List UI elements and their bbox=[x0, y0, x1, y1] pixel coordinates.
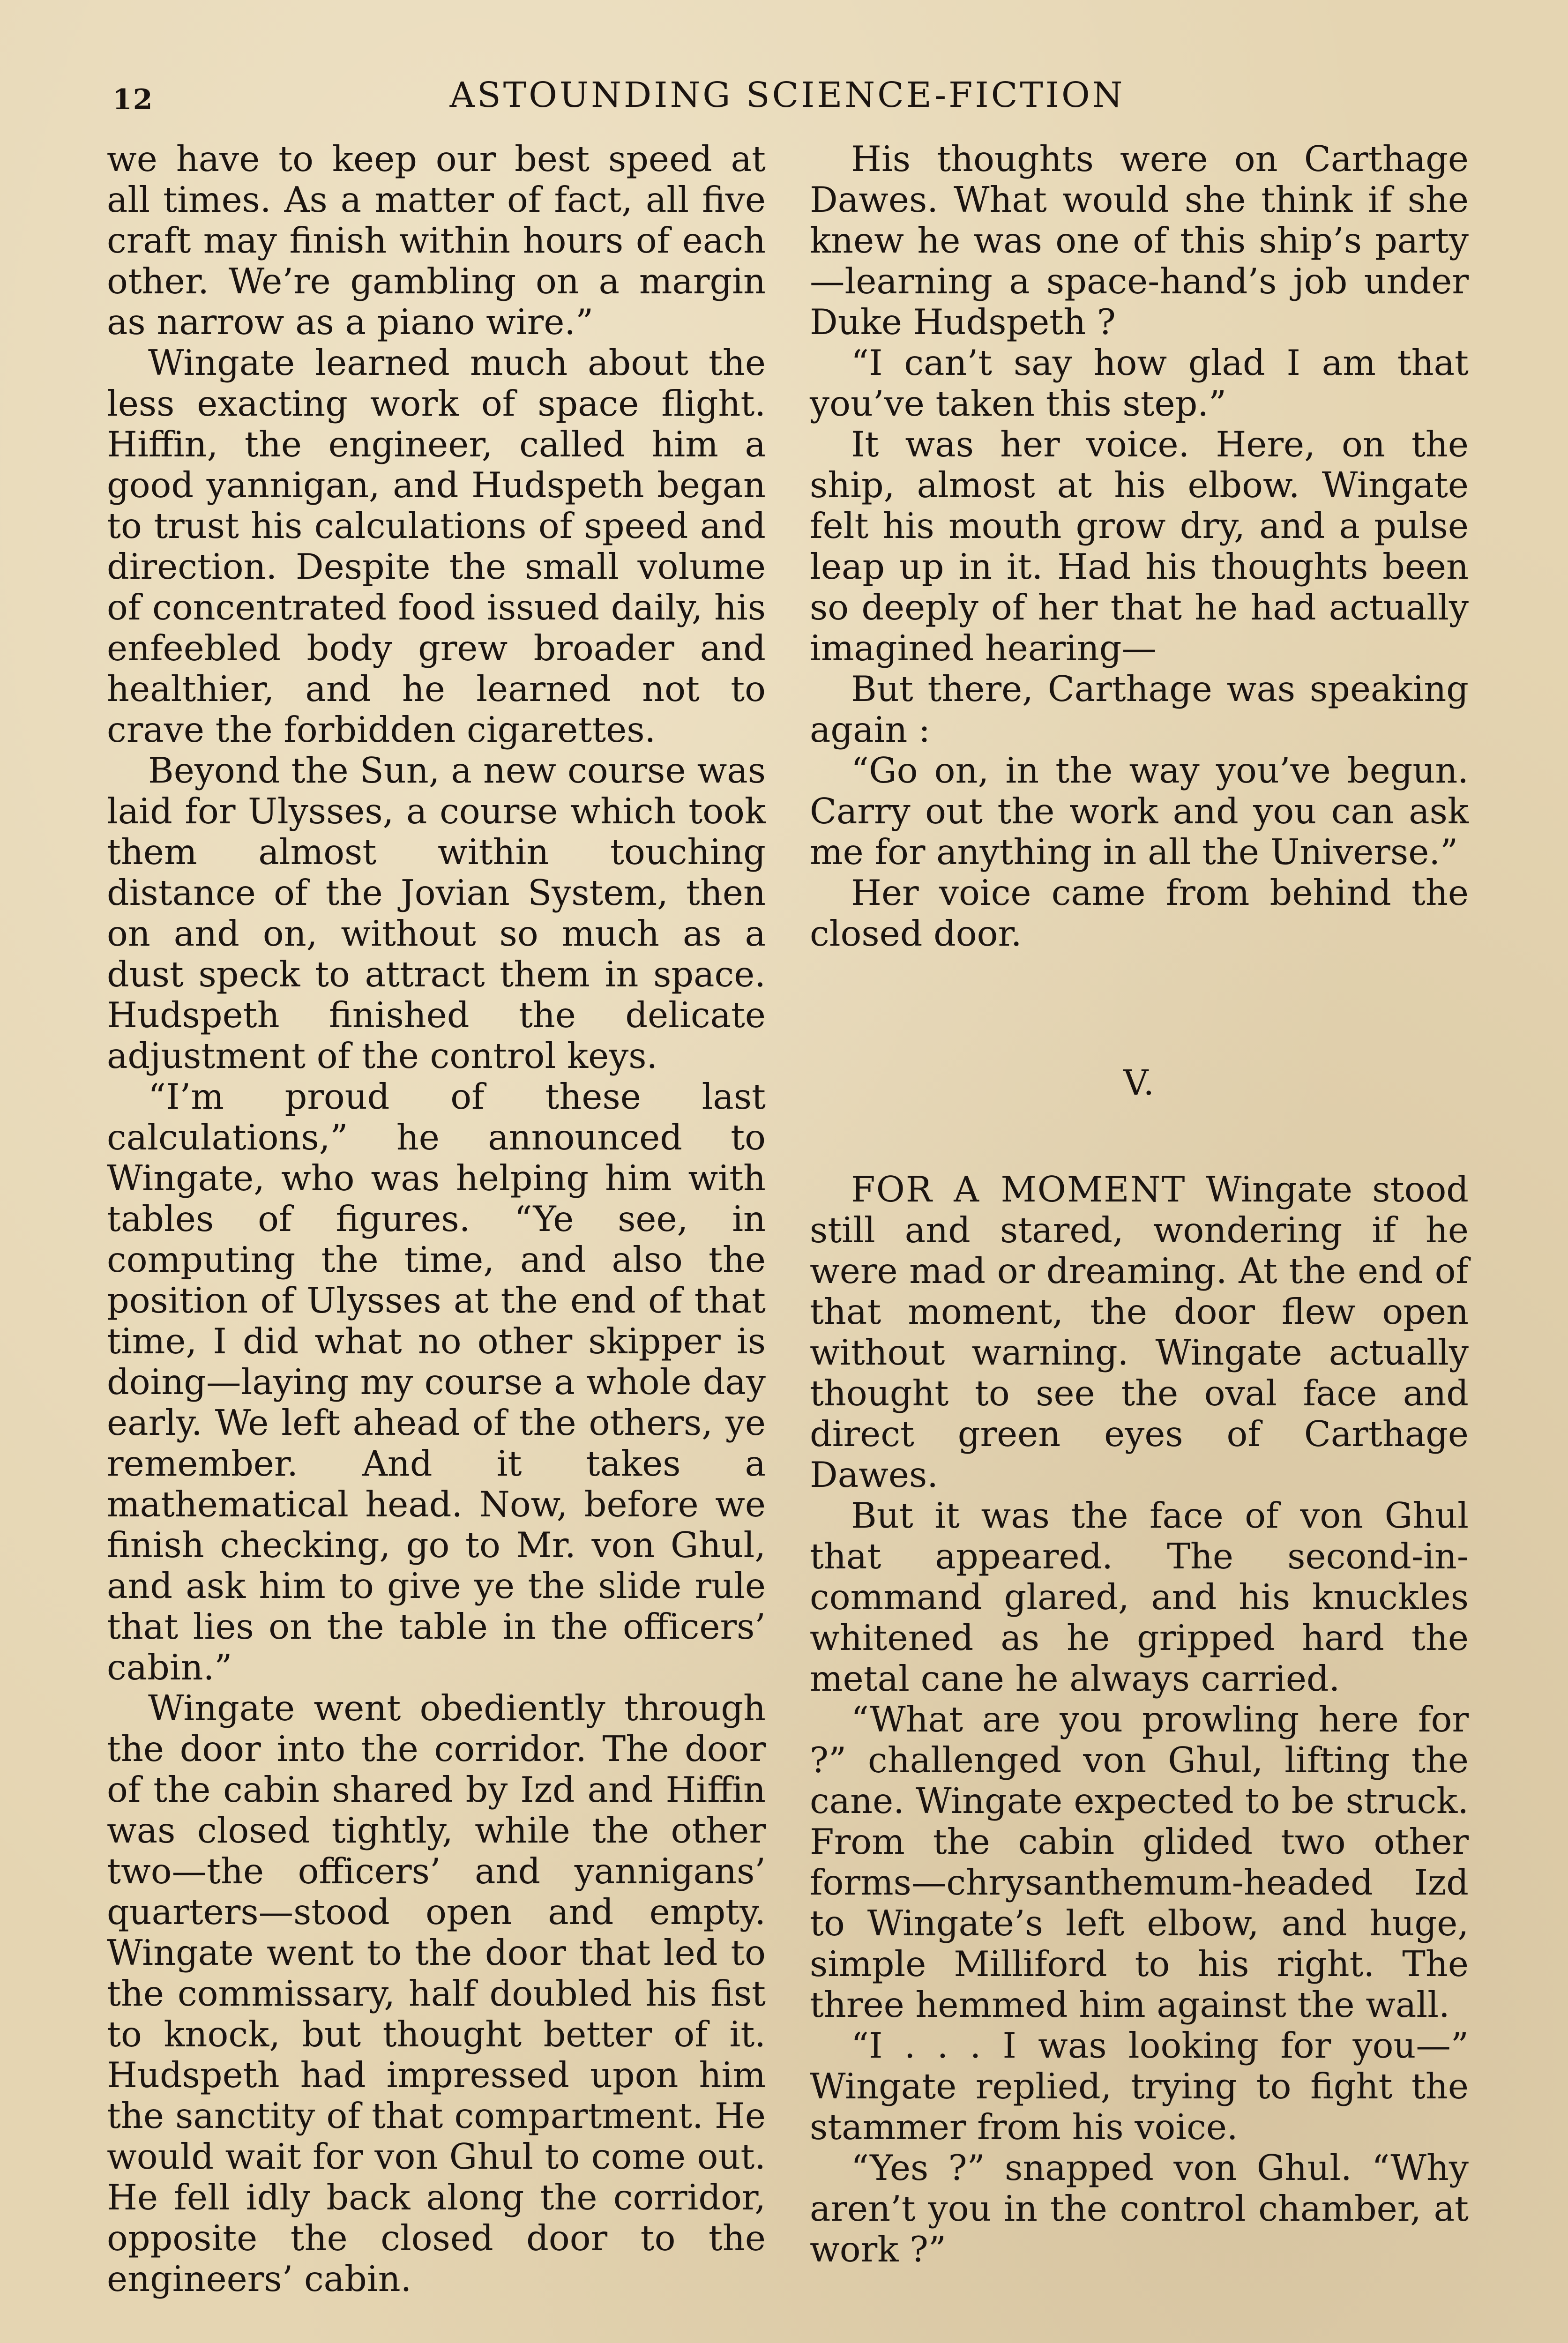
paragraph: Her voice came from behind the closed door. bbox=[810, 873, 1469, 954]
opening-rest: Wingate stood still and stared, wondering if he were mad or dreaming. At the end of that moment, the door flew open without warning. Wingate actually thought to see the oval face and direct green eyes of Carthage Dawes. bbox=[810, 1169, 1469, 1495]
paragraph: “What are you prowling here for ?” challenged von Ghul, lifting the cane. Wingate expected to be struck. From the cabin glided two other forms—chrysanthemum-headed Izd to Wingate’s left elbow, and huge, simple Milliford to his right. The three hemmed him against the wall. bbox=[810, 1699, 1469, 2025]
paragraph: But there, Carthage was speaking again : bbox=[810, 669, 1469, 750]
paragraph: Wingate went obediently through the door into the corridor. The door of the cabin shared by Izd and Hiffin was closed tightly, while the other two—the officers’ and yannigans’ quarters—stood open and empty. Wingate went to the door that led to the commissary, half doubled his fist to knock, but thought better of it. Hudspeth had impressed upon him the sanctity of that compartment. He would wait for von Ghul to come out. He fell idly back along the corridor, opposite the closed door to the engineers’ cabin. bbox=[107, 1688, 766, 2299]
section-number: V. bbox=[1123, 1063, 1156, 1103]
right-column bbox=[810, 139, 1469, 2270]
paragraph: “Yes ?” snapped von Ghul. “Why aren’t you in the control chamber, at work ?” bbox=[810, 2148, 1469, 2270]
paragraph: Beyond the Sun, a new course was laid for Ulysses, a course which took them almost within touching distance of the Jovian System, then on and on, without so much as a dust speck to attract them in space. Hudspeth finished the delicate adjustment of the control keys. bbox=[107, 750, 766, 1076]
opening-words: FOR A MOMENT bbox=[851, 1169, 1186, 1210]
left-column bbox=[107, 139, 766, 2299]
section-opening-paragraph bbox=[810, 1169, 1469, 1495]
paragraph: we have to keep our best speed at all times. As a matter of fact, all five craft may finish within hours of each other. We’re gambling on a margin as narrow as a piano wire.” bbox=[107, 139, 766, 343]
paragraph: “I . . . I was looking for you—” Wingate replied, trying to fight the stammer from his voice. bbox=[810, 2025, 1469, 2148]
paragraph: Wingate learned much about the less exacting work of space flight. Hiffin, the engineer, called him a good yannigan, and Hudspeth began to trust his calculations of speed and direction. Despite the small volume of concentrated food issued daily, his enfeebled body grew broader and healthier, and he learned not to crave the forbidden cigarettes. bbox=[107, 343, 766, 750]
page-header bbox=[112, 70, 1462, 122]
running-title: ASTOUNDING SCIENCE-FICTION bbox=[449, 75, 1125, 115]
paragraph: His thoughts were on Carthage Dawes. What would she think if she knew he was one of this ship’s party —learning a space-hand’s job under Duke Hudspeth ? bbox=[810, 139, 1469, 343]
paragraph: “Go on, in the way you’ve begun. Carry out the work and you can ask me for anything in all the Universe.” bbox=[810, 750, 1469, 873]
paragraph: It was her voice. Here, on the ship, almost at his elbow. Wingate felt his mouth grow dry, and a pulse leap up in it. Had his thoughts been so deeply of her that he had actually imagined hearing— bbox=[810, 424, 1469, 669]
paragraph: “I can’t say how glad I am that you’ve taken this step.” bbox=[810, 343, 1469, 424]
page-number: 12 bbox=[112, 83, 154, 116]
paragraph: But it was the face of von Ghul that appeared. The second-in-command glared, and his knuckles whitened as he gripped hard the metal cane he always carried. bbox=[810, 1495, 1469, 1699]
paragraph: “I’m proud of these last calculations,” he announced to Wingate, who was helping him with tables of figures. “Ye see, in computing the time, and also the position of Ulysses at the end of that time, I did what no other skipper is doing—laying my course a whole day early. We left ahead of the others, ye remember. And it takes a mathematical head. Now, before we finish checking, go to Mr. von Ghul, and ask him to give ye the slide rule that lies on the table in the officers’ cabin.” bbox=[107, 1076, 766, 1688]
